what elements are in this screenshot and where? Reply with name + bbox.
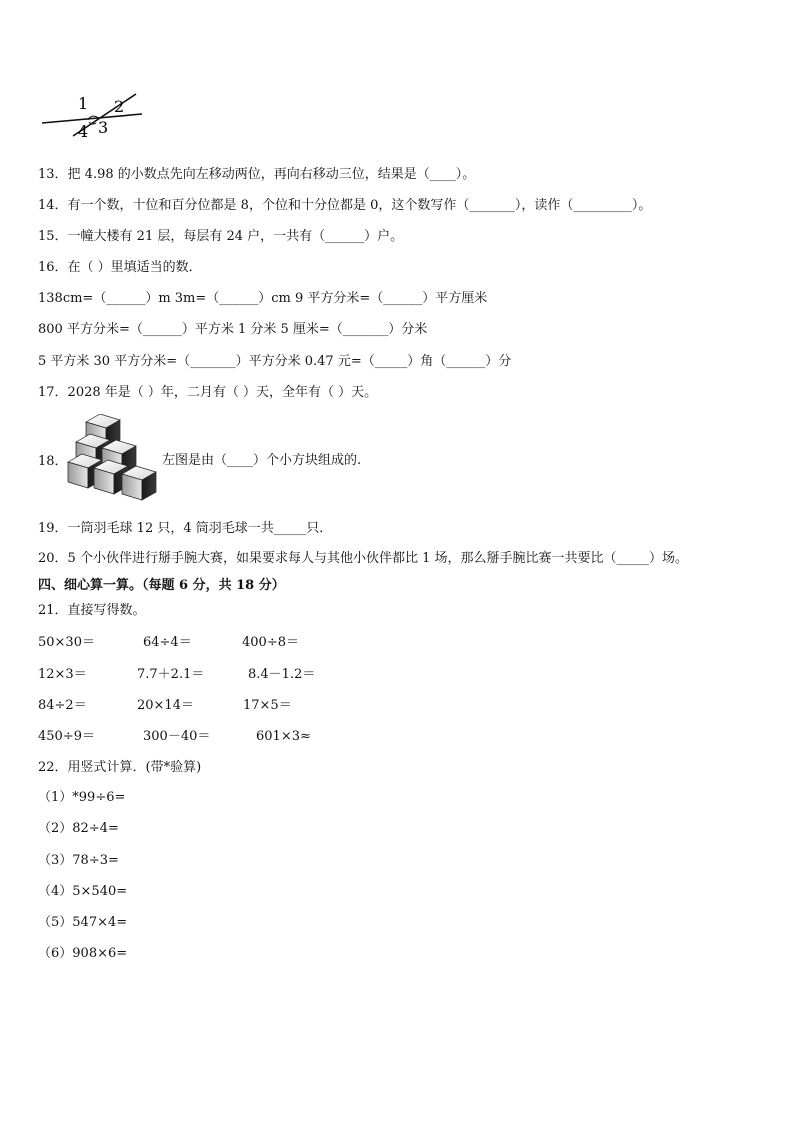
angle-label-3: 3 [98, 118, 109, 137]
question-16-line-b: 800 平方分米=（______）平方米 1 分米 5 厘米=（_______）分米 [38, 322, 428, 337]
question-18-text: 左图是由（____）个小方块组成的. [162, 453, 362, 468]
calc-r4-c1: 450÷9＝ [38, 729, 95, 744]
cube-stack-figure [66, 414, 160, 506]
section-4-heading: 四、细心算一算。（每题 6 分，共 18 分） [38, 578, 285, 593]
vertical-calc-3: （3）78÷3= [38, 853, 119, 868]
angle-label-2: 2 [114, 97, 125, 116]
question-19: 19．一筒羽毛球 12 只，4 筒羽毛球一共_____只． [38, 521, 333, 536]
question-14: 14．有一个数，十位和百分位都是 8，个位和十分位都是 0，这个数写作（_______），读作（_________）。 [38, 198, 652, 213]
calc-r3-c3: 17×5＝ [243, 698, 292, 713]
vertical-calc-1: （1）*99÷6= [38, 790, 126, 805]
question-17: 17．2028 年是（ ）年，二月有（ ）天，全年有（ ）天。 [38, 385, 378, 400]
angle-label-4: 4 [78, 122, 89, 138]
vertical-calc-5: （5）547×4= [38, 915, 128, 930]
question-15: 15．一幢大楼有 21 层，每层有 24 户，一共有（______）户。 [38, 229, 404, 244]
intersecting-lines-figure [40, 92, 150, 138]
question-21: 21．直接写得数。 [38, 603, 146, 618]
question-16: 16．在（ ）里填适当的数． [38, 260, 202, 275]
calc-r2-c2: 7.7＋2.1＝ [137, 667, 205, 682]
question-18-number: 18． [38, 454, 68, 469]
vertical-calc-4: （4）5×540= [38, 884, 128, 899]
question-13: 13．把 4.98 的小数点先向左移动两位，再向右移动三位，结果是（____）。 [38, 167, 476, 182]
calc-r2-c1: 12×3＝ [38, 667, 87, 682]
angle-label-1: 1 [78, 94, 89, 113]
calc-r2-c3: 8.4－1.2＝ [248, 667, 316, 682]
question-16-line-c: 5 平方米 30 平方分米=（_______）平方分米 0.47 元=（_____）角（______）分 [38, 354, 512, 369]
calc-r3-c1: 84÷2＝ [38, 698, 87, 713]
calc-r1-c1: 50×30＝ [38, 635, 95, 650]
vertical-calc-2: （2）82÷4= [38, 821, 119, 836]
calc-r4-c2: 300－40＝ [143, 729, 211, 744]
calc-r3-c2: 20×14＝ [137, 698, 194, 713]
question-22: 22．用竖式计算．(带*验算) [38, 760, 202, 775]
calc-r4-c3: 601×3≈ [256, 729, 311, 744]
vertical-calc-6: （6）908×6= [38, 946, 128, 961]
calc-r1-c3: 400÷8＝ [242, 635, 299, 650]
question-16-line-a: 138cm=（______）m 3m=（______）cm 9 平方分米=（______）平方厘米 [38, 291, 488, 306]
question-20: 20．5 个小伙伴进行掰手腕大赛，如果要求每人与其他小伙伴都比 1 场，那么掰手腕比赛一共要比（_____）场。 [38, 551, 688, 566]
calc-r1-c2: 64÷4＝ [143, 635, 192, 650]
